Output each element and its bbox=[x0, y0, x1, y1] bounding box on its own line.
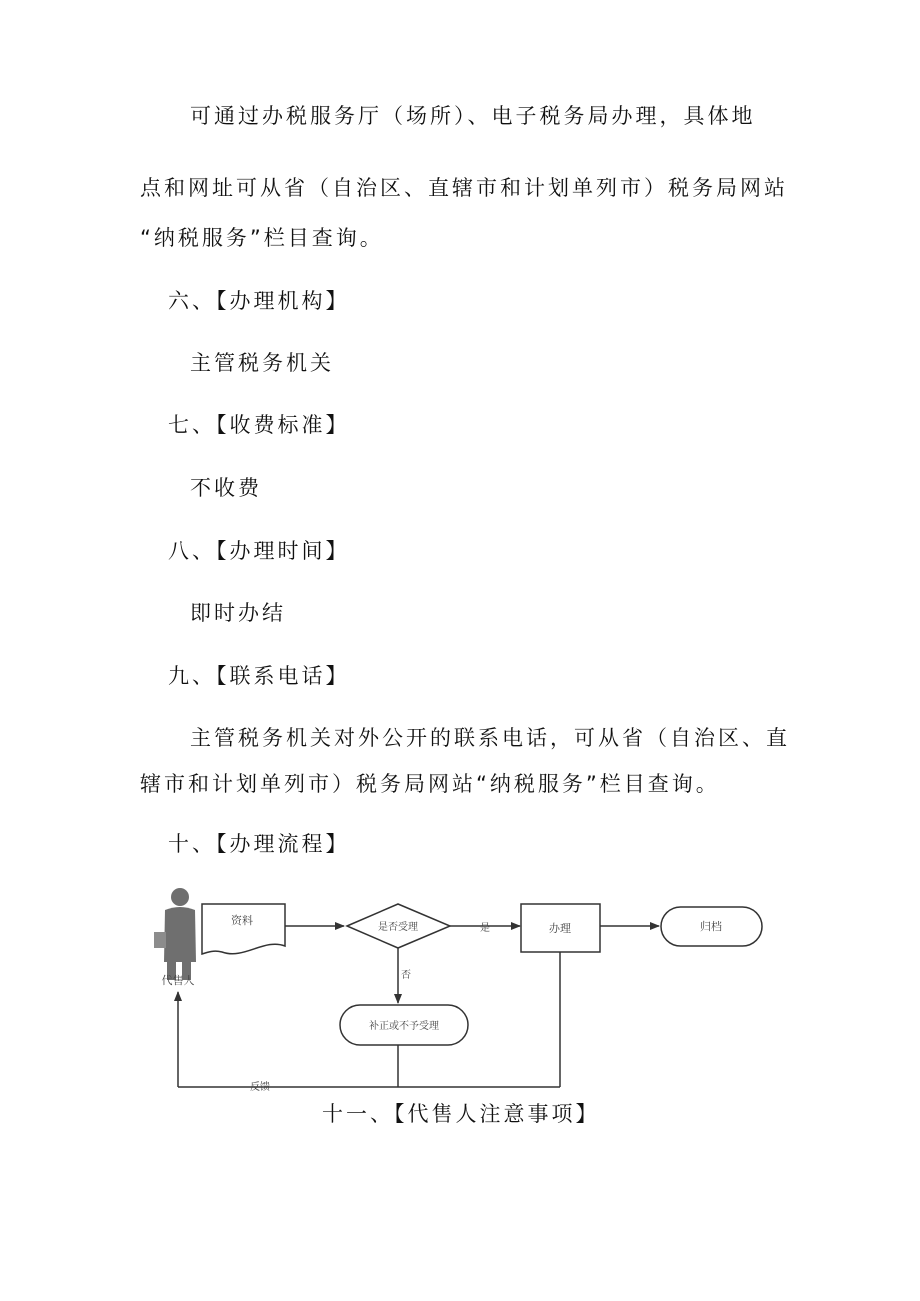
actor-label: 代售人 bbox=[161, 974, 195, 987]
person-icon bbox=[154, 888, 196, 980]
reject-label: 补正或不予受理 bbox=[369, 1021, 439, 1032]
section-heading-11: 十一、【代售人注意事项】 bbox=[322, 1102, 600, 1126]
no-label: 否 bbox=[401, 970, 411, 981]
section-text-6: 主管税务机关 bbox=[190, 351, 334, 375]
paragraph-line: 可通过办税服务厅（场所）、电子税务局办理，具体地 bbox=[190, 104, 756, 128]
section-text-9-line2: 辖市和计划单列市）税务局网站“纳税服务”栏目查询。 bbox=[140, 772, 720, 796]
process-label: 办理 bbox=[549, 922, 571, 935]
section-heading-9: 九、【联系电话】 bbox=[168, 664, 350, 688]
feedback-label: 反馈 bbox=[250, 1082, 270, 1093]
section-heading-10: 十、【办理流程】 bbox=[168, 832, 350, 856]
section-heading-7: 七、【收费标准】 bbox=[168, 413, 350, 437]
materials-label: 资料 bbox=[231, 914, 253, 927]
section-text-7: 不收费 bbox=[190, 476, 262, 500]
materials-node bbox=[202, 904, 285, 954]
section-text-9-line1: 主管税务机关对外公开的联系电话，可从省（自治区、直 bbox=[190, 726, 790, 750]
paragraph-line: 点和网址可从省（自治区、直辖市和计划单列市）税务局网站 bbox=[140, 176, 788, 200]
section-heading-6: 六、【办理机构】 bbox=[168, 289, 350, 313]
decision-label: 是否受理 bbox=[378, 922, 418, 933]
process-flowchart bbox=[140, 880, 780, 1098]
archive-label: 归档 bbox=[700, 920, 722, 933]
paragraph-line: “纳税服务”栏目查询。 bbox=[140, 226, 384, 250]
yes-label: 是 bbox=[480, 923, 490, 934]
section-heading-8: 八、【办理时间】 bbox=[168, 539, 350, 563]
section-text-8: 即时办结 bbox=[190, 601, 286, 625]
